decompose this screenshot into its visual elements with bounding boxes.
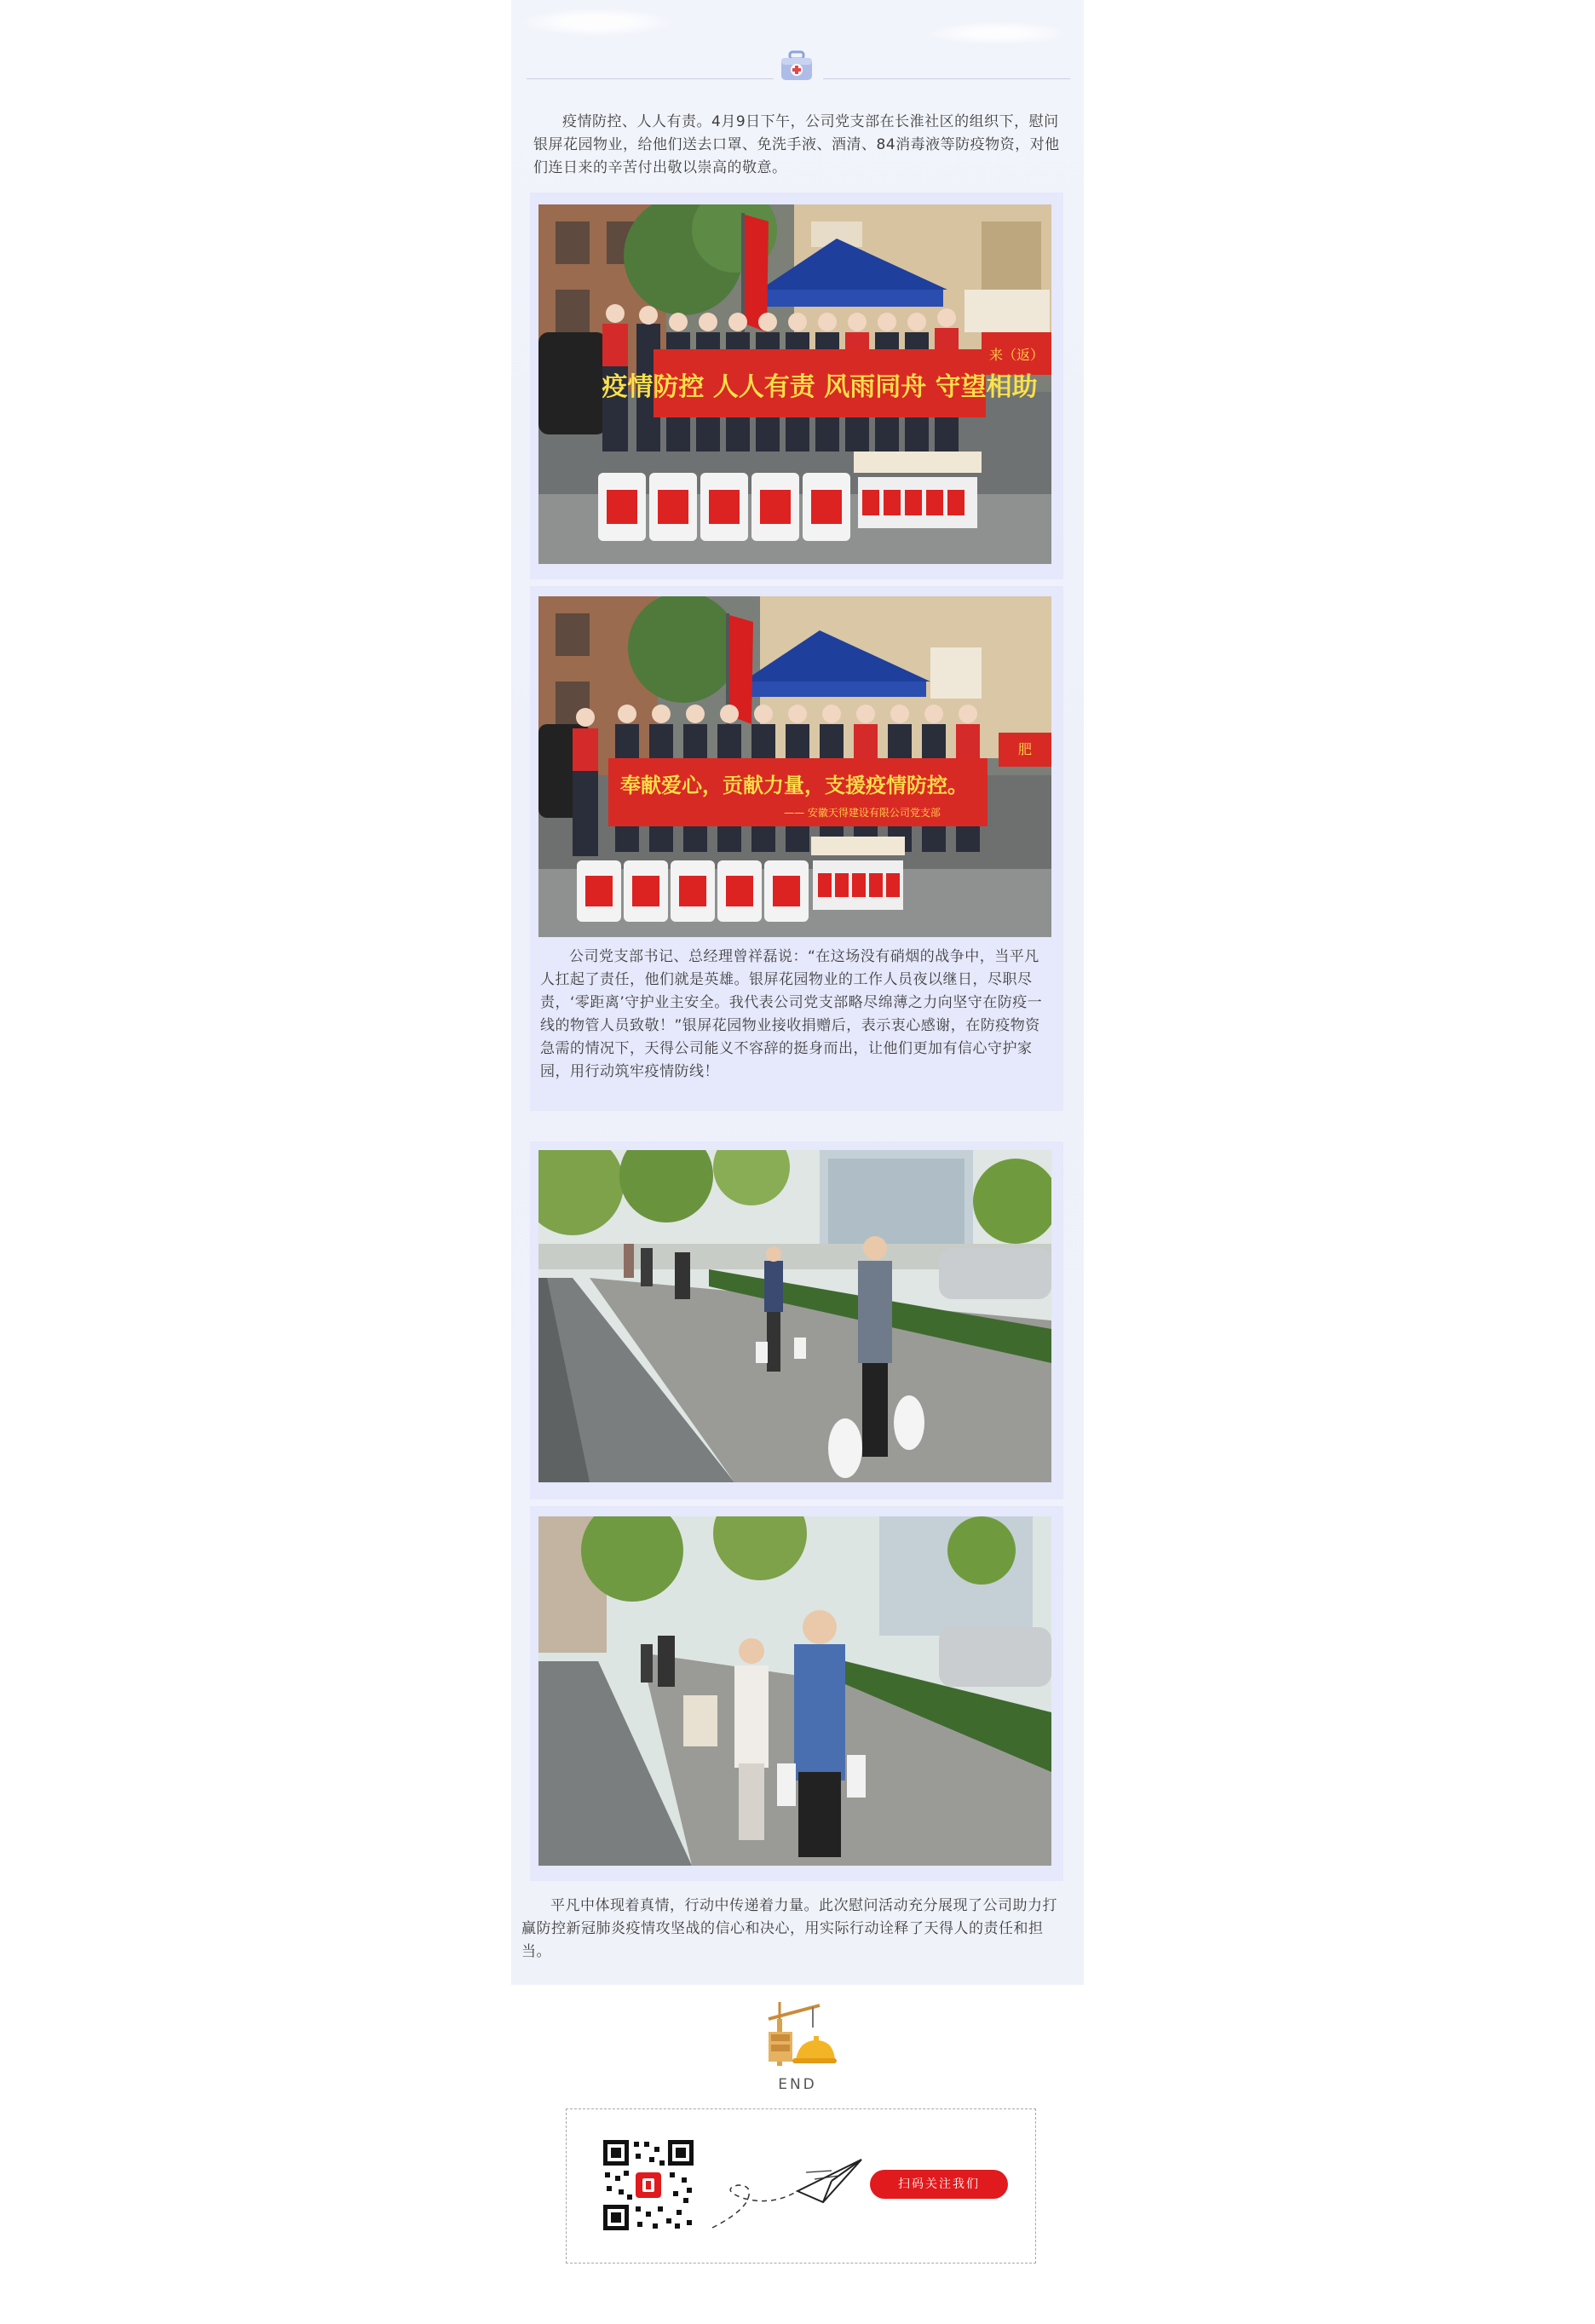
intro-paragraph: 疫情防控、人人有责。4月9日下午，公司党支部在长淮社区的组织下，慰问银屏花园物业，给他们送去口罩、免洗手液、酒清、84消毒液等防疫物资，对他们连日来的辛苦付出敬以崇高的敬意。 bbox=[533, 113, 1060, 176]
photo-team-banner-2 bbox=[538, 596, 1051, 937]
end-label: END bbox=[778, 2076, 817, 2093]
header-divider-right bbox=[823, 78, 1070, 79]
photo-walking-delivery-1 bbox=[538, 1150, 1051, 1482]
closing-paragraph: 平凡中体现着真情，行动中传递着力量。此次慰问活动充分展现了公司助力打赢防控新冠肺炎疫情攻坚战的信心和决心，用实际行动诠释了天得人的责任和担当。 bbox=[521, 1897, 1057, 1960]
construction-crane-hardhat-icon bbox=[760, 1993, 837, 2070]
photo2-side-banner-text: 肥 bbox=[1017, 741, 1033, 757]
header-divider-left bbox=[527, 78, 774, 79]
photo1-banner-text: 疫情防控 人人有责 风雨同舟 守望相助 bbox=[602, 372, 1038, 402]
paper-plane-icon bbox=[704, 2155, 866, 2232]
quote-paragraph: 公司党支部书记、总经理曾祥磊说：“在这场没有硝烟的战争中，当平凡人扛起了责任，他们就是英雄。银屏花园物业的工作人员夜以继日，尽职尽责，‘零距离’守护业主安全。我代表公司党支部略尽绵薄之力向坚守在防疫一线的物管人员致敬！”银屏花园物业接收捐赠后，表示衷心感谢，在防疫物资急需的情况下，天得公司能义不容辞的挺身而出，让他们更加有信心守护家园，用行动筑牢疫情防线！ bbox=[540, 948, 1043, 1080]
qr-code[interactable] bbox=[602, 2138, 695, 2232]
photo-walking-delivery-2 bbox=[538, 1516, 1051, 1866]
medical-kit-icon bbox=[779, 49, 815, 83]
photo1-side-banner-text: 来（返） bbox=[988, 347, 1045, 363]
follow-us-button[interactable]: 扫码关注我们 bbox=[870, 2170, 1008, 2199]
photo-team-banner-1 bbox=[538, 204, 1051, 564]
photo2-banner-sub-text: —— 安徽天得建设有限公司党支部 bbox=[784, 807, 941, 819]
photo2-banner-text: 奉献爱心，贡献力量，支援疫情防控。 bbox=[620, 774, 968, 797]
